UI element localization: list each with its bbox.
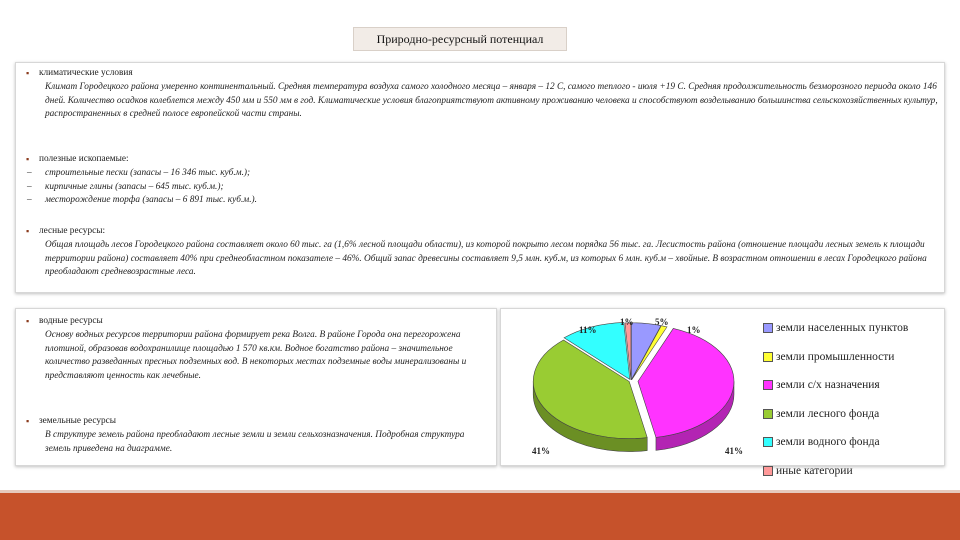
resources-panel bbox=[15, 62, 945, 293]
pie-data-label: 1% bbox=[620, 317, 634, 327]
legend-swatch bbox=[763, 380, 773, 390]
footer-bar bbox=[0, 493, 960, 540]
legend-swatch bbox=[763, 466, 773, 476]
bullet-icon: ▪ bbox=[26, 154, 30, 164]
legend-label: иные категории bbox=[776, 464, 853, 477]
legend-swatch bbox=[763, 437, 773, 447]
mineral-item: – месторождение торфа (запасы – 6 891 тыс. куб.м.). bbox=[26, 194, 938, 208]
climate-section bbox=[26, 67, 938, 122]
legend-label: земли с/х назначения bbox=[776, 379, 880, 391]
climate-heading: климатические условия bbox=[39, 68, 133, 78]
land-heading: земельные ресурсы bbox=[39, 416, 117, 426]
dash-icon: – bbox=[27, 195, 32, 206]
legend-swatch bbox=[763, 323, 773, 333]
minerals-heading: полезные ископаемые: bbox=[39, 154, 129, 164]
climate-text: Климат Городецкого района умеренно континентальный. Средняя температура воздуха самого холодного месяца – января – 12 С, самого теплого - июля +19 С. Средняя продолжительность безморозного периода около 146 дней. Количество осадков колеблется между 450 мм и 550 мм в год. Климатические условия благоприятствуют активному проживанию человека и способствуют возделыванию большинства сельскохозяйственных культур, распространенных в средней полосе европейской части страны. bbox=[45, 81, 938, 120]
bullet-icon: ▪ bbox=[26, 68, 30, 78]
legend-label: земли населенных пунктов bbox=[776, 322, 909, 334]
bullet-icon: ▪ bbox=[26, 416, 30, 426]
land-text: В структуре земель района преобладают лесные земли и земли сельхозназначения. Подробная структура земель приведена на диаграмме. bbox=[45, 429, 465, 454]
pie-data-label: 41% bbox=[532, 446, 550, 456]
pie-data-label: 11% bbox=[579, 325, 597, 335]
bullet-icon: ▪ bbox=[26, 226, 30, 236]
mineral-item: – кирпичные глины (запасы – 645 тыс. куб.м.); bbox=[26, 181, 938, 195]
dash-icon: – bbox=[27, 181, 32, 192]
minerals-section bbox=[26, 153, 938, 208]
water-section bbox=[26, 315, 486, 384]
legend-swatch bbox=[763, 352, 773, 362]
legend-swatch bbox=[763, 409, 773, 419]
pie-chart bbox=[501, 309, 761, 465]
legend-label: земли лесного фонда bbox=[776, 407, 880, 420]
forest-heading: лесные ресурсы: bbox=[39, 226, 106, 236]
water-land-panel bbox=[15, 308, 497, 466]
water-heading: водные ресурсы bbox=[39, 316, 103, 326]
land-section bbox=[26, 415, 486, 456]
dash-icon: – bbox=[27, 167, 32, 178]
pie-data-label: 1% bbox=[687, 325, 701, 335]
forest-section bbox=[26, 225, 938, 280]
forest-text: Общая площадь лесов Городецкого района составляет около 60 тыс. га (1,6% лесной площади области), из которой покрыто лесом порядка 56 тыс. га. Лесистость района (отношение площади лесных земель к площади территории района) составляет 40% при среднеобластном показателе – 46%. Общий запас древесины составляет 9,5 млн. куб.м, из которых 6 млн. куб.м – хвойные. В возрастном отношении в лесах Городецкого района преобладают средневозрастные леса. bbox=[45, 239, 927, 278]
pie-data-label: 41% bbox=[725, 446, 743, 456]
mineral-item: – строительные пески (запасы – 16 346 тыс. куб.м.); bbox=[26, 167, 938, 181]
pie-data-label: 5% bbox=[655, 317, 669, 327]
land-structure-chart bbox=[500, 308, 945, 477]
legend-label: земли промышленности bbox=[776, 350, 895, 363]
legend-label: земли водного фонда bbox=[776, 436, 880, 448]
page-title: Природно-ресурсный потенциал bbox=[353, 27, 567, 51]
bullet-icon: ▪ bbox=[26, 316, 30, 326]
water-text: Основу водных ресурсов территории района формирует река Волга. В районе Города она перегорожена плотиной, образовав водохранилище площадью 1 570 кв.км. Водное богатство района – значительное количество разведанных пресных подземных вод. В некоторых местах подземные воды минерализованы и представляют ценность как лечебные. bbox=[45, 329, 467, 382]
